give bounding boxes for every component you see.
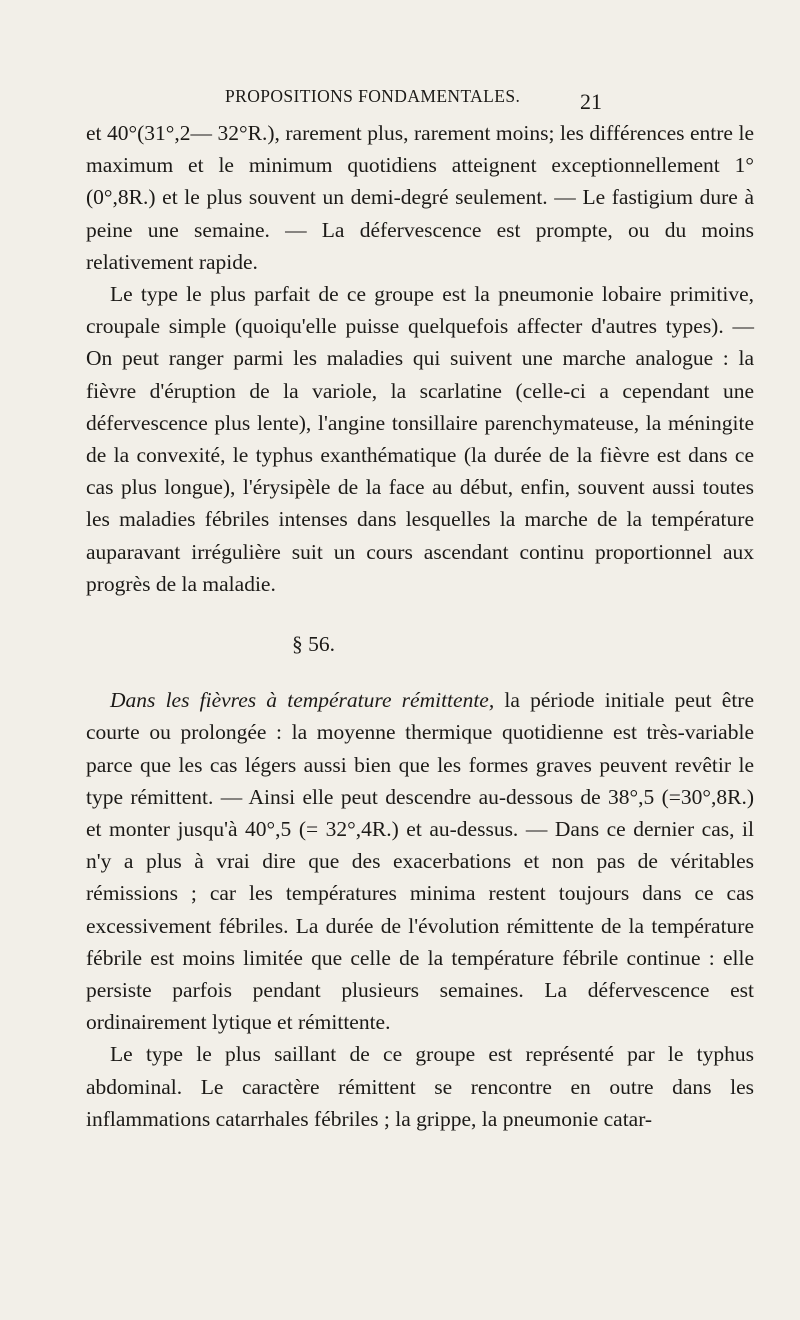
section-heading: § 56.	[292, 632, 335, 657]
paragraph-typhus-type: Le type le plus saillant de ce groupe est représenté par le typhus abdominal. Le caractère rémittent se rencontre en outre dans les inflammations catarrhales fébriles ; la grippe, la pneumonie catar-	[86, 1042, 754, 1131]
body-text	[86, 117, 754, 1135]
paragraph-pneumonia-type: Le type le plus parfait de ce groupe est la pneumonie lobaire primitive, croupale simple (quoiqu'elle puisse quelquefois affecter d'autres types). — On peut ranger parmi les maladies qui suivent une marche analogue : la fièvre d'éruption de la variole, la scarlatine (celle-ci a cependant une défervescence plus lente), l'angine tonsillaire parenchymateuse, la méningite de la convexité, le typhus exanthématique (la durée de la fièvre est dans ce cas plus longue), l'érysipèle de la face au début, enfin, souvent aussi toutes les maladies fébriles intenses dans lesquelles la marche de la température auparavant irrégulière suit un cours ascendant continu proportionnel aux progrès de la maladie.	[86, 282, 754, 596]
italic-lead-phrase: Dans les fièvres à température rémittente,	[110, 688, 495, 713]
paragraph-remittent-fevers	[86, 684, 754, 1038]
running-title: PROPOSITIONS FONDAMENTALES.	[225, 86, 521, 106]
paragraph-body: la période initiale peut être courte ou prolongée : la moyenne thermique quotidienne est très-variable parce que les cas légers aussi bien que les formes graves peuvent revêtir le type rémittent. — Ainsi elle peut descendre au-dessous de 38°,5 (=30°,8R.) et monter jusqu'à 40°,5 (= 32°,4R.) et au-dessus. — Dans ce dernier cas, il n'y a plus à vrai dire que des exacerbations et non pas de véritables rémissions ; car les températures minima restent toujours dans ce cas excessivement fébriles. La durée de l'évolution rémittente de la température fébrile est moins limitée que celle de la température fébrile continue : elle persiste parfois pendant plusieurs semaines. La défervescence est ordinairement lytique et rémittente.	[86, 688, 754, 1035]
page-number: 21	[580, 89, 602, 114]
paragraph-continuation: et 40°(31°,2— 32°R.), rarement plus, rarement moins; les différences entre le maximum et le minimum quotidiens atteignent exceptionnellement 1°(0°,8R.) et le plus souvent un demi-degré seulement. — Le fastigium dure à peine une semaine. — La défervescence est prompte, ou du moins relativement rapide.	[86, 121, 754, 274]
